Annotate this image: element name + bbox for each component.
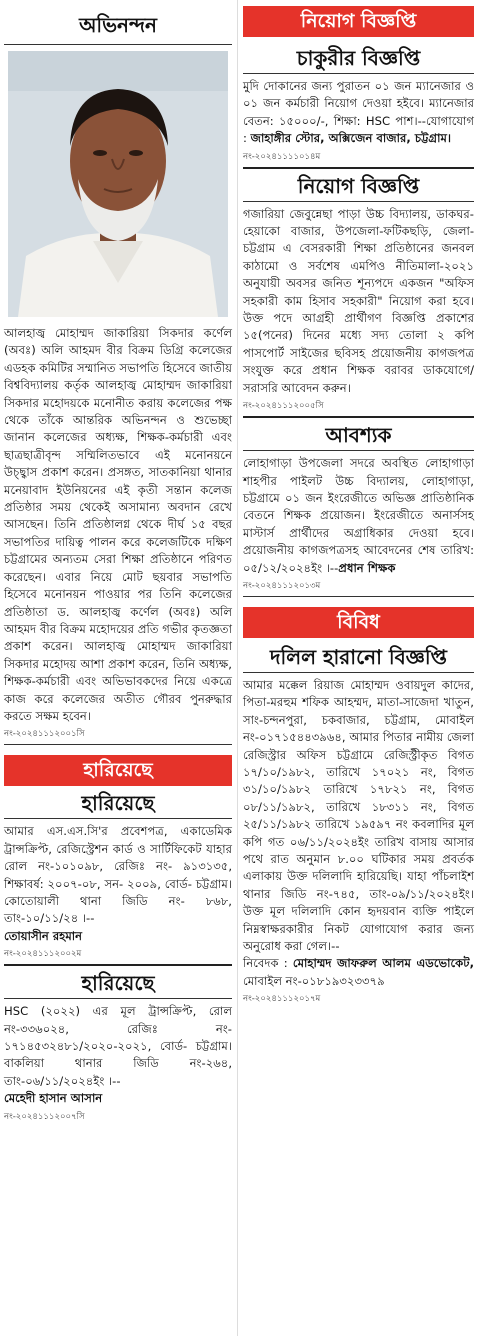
lost1-ref: নং-২০২৪১১১২০০২ম: [4, 949, 82, 960]
lost1-signer: তোয়াসীন রহমান: [4, 928, 83, 943]
lost1-title: হারিয়েছে: [81, 791, 155, 816]
portrait-image: [8, 51, 228, 317]
right-column: [243, 0, 474, 1007]
job2-ref: নং-২০২৪১১১২০০৫সি: [243, 401, 324, 412]
lost2-body: HSC (২০২২) এর মূল ট্রান্সক্রিপ্ট, রোল নং-৩৩৬০২৪, রেজিঃ নং- ১৭১৪৫৩২৪৮১/২০২০-২০২১, বোর্ড- চট্টগ্রাম। বাকলিয়া থানার জিডি নং-২৬৪, তাং-০৬/১১/২০২৪ইং ।--: [4, 1004, 232, 1088]
job2-title: নিয়োগ বিজ্ঞপ্তি: [297, 173, 420, 198]
job1-title: চাকুরীর বিজ্ঞপ্তি: [296, 46, 421, 70]
job3-signer: প্রধান শিক্ষক: [338, 560, 396, 575]
misc1-applicant-label: নিবেদক :: [243, 956, 288, 971]
misc1-applicant: মোহাম্মদ জাফরুল আলম এডভোকেট,: [292, 956, 474, 971]
congrats-title: অভিনন্দন: [79, 13, 157, 37]
misc1-applicant-line: [243, 955, 474, 990]
lost2-signer: মেহেদী হাসান আসান: [4, 1091, 103, 1106]
job3-body-text: লোহাগাড়া উপজেলা সদরে অবস্থিত লোহাগাড়া শাহপীর পাইলট উচ্চ বিদ্যালয়, লোহাগাড়া, চট্টগ্রামে ০১ জন ইংরেজীতে অভিজ্ঞ প্রাতিষ্ঠানিক বেতনে শিক্ষক প্রয়োজন। ইংরেজীতে অনার্সসহ মাস্টার্স প্রার্থীদের অগ্রাধিকার দেওয়া হবে। প্রয়োজনীয় কাগজপত্রসহ আবেদনের শেষ তারিখ: ০৫/১২/২০২৪ইং ।--: [243, 456, 474, 575]
misc1-title: দলিল হারানো বিজ্ঞপ্তি: [270, 644, 447, 669]
congrats-ref: নং-২০২৪১১১২০০১সি: [4, 729, 85, 740]
job1-body: [243, 78, 474, 148]
misc-banner: বিবিধ: [243, 607, 474, 638]
lost2-title: হারিয়েছে: [81, 971, 155, 996]
misc1-mobile: মোবাইল নং-০১৮১৯৩২৩৩৭৯: [243, 973, 385, 988]
job2-body: গজারিয়া জেবুন্নেছা পাড়া উচ্চ বিদ্যালয়, ডাকঘর-হেয়াকো বাজার, উপজেলা-ফটিকছড়ি, জেলা-চট্টগ্রাম এ বেসরকারী শিক্ষা প্রতিষ্ঠানের জনবল কাঠামো ও সর্বশেষ এমপিও নীতিমালা-২০২১ অনুযায়ী অবসর জনিত শূন্যপদে একজন "অফিস সহকারী কাম হিসাব সহকারী" নিয়োগ করা হবে। উক্ত পদে আগ্রহী প্রার্থীগণ বিজ্ঞপ্তি প্রকাশের ১৫(পনের) দিনের মধ্যে সদ্য তোলা ২ কপি পাসপোর্ট সাইজের ছবিসহ প্রয়োজনীয় কাগজপত্র সংযুক্ত করে প্রধান শিক্ষক বরাবর ডাকযোগে/সরাসরি আবেদন করুন।: [243, 206, 474, 395]
congrats-body: আলহাজ্ব মোহাম্মদ জাকারিয়া সিকদার কর্ণেল (অবঃ) অলি আহমদ বীর বিক্রম ডিগ্রি কলেজের এডহক কমিটির সম্মানিত সভাপতি হিসেবে জাতীয় বিশ্ববিদ্যালয় কর্তৃক আলহাজ্ব মোহাম্মদ জাকারিয়া সিকদার মহোদয়কে মনোনীত করায় কলেজের পক্ষ থেকে তাঁকে আন্তরিক অভিনন্দন ও শুভেচ্ছা জানান কলেজের অধ্যক্ষ, শিক্ষক-কর্মচারী এবং ছাত্রছাত্রীবৃন্দ সম্মিলিতভাবে এই মনোনয়নে উচ্ছ্বাস প্রকাশ করেন। প্রসঙ্গত, সাতকানিয়া থানার মনেয়াবাদ ইউনিয়নের এই কৃতী সন্তান কলেজ প্রতিষ্ঠার সময় থেকেই অসামান্য অবদান রেখে আসছেন। তিনি প্রতিষ্ঠালগ্ন থেকে দীর্ঘ ১৫ বছর সভাপতির দায়িত্ব পালন করে কলেজটিকে দক্ষিণ চট্টগ্রামের অন্যতম সেরা শিক্ষা প্রতিষ্ঠানে পরিণত করেছেন। এবার নিয়ে মোট ছয়বার সভাপতি হিসেবে মনোনয়ন পাওয়ার পর তিনি কলেজের প্রতিষ্ঠাতা ড. আলহাজ্ব কর্ণেল (অবঃ) অলি আহমদ বীর বিক্রম মহোদয়ের প্রতি গভীর কৃতজ্ঞতা প্রকাশ করেন। আলহাজ্ব মোহাম্মদ জাকারিয়া সিকদার মহোদয় আশা প্রকাশ করেন, তিনি অধ্যক্ষ, শিক্ষক-কর্মচারী এবং অভিভাবকদের নিয়ে একত্রে কাজ করে কলেজের অতীত গৌরব পুনরুদ্ধার করতে সক্ষম হবেন।: [4, 326, 232, 723]
column-divider: [237, 0, 238, 1336]
job3-title: আবশ্যক: [325, 423, 392, 448]
misc1-body: আমার মক্কেল রিয়াজ মোহাম্মদ ওবায়দুল কাদের, পিতা-মরহুম শফিক আহম্মদ, মাতা-সাজেদা খাতুন, সাং-চন্দনপুরা, চকবাজার, চট্টগ্রাম, মোবাইল নং-০১৭১৫৪৪৩৯৬৪, আমার পিতার নামীয় জেলা রেজিস্ট্রার অফিস চট্টগ্রামে রেজিস্ট্রীকৃত বিগত ১৭/১০/১৯৮২, তারিখে ১৭০২১ নং, বিগত ৩১/১০/১৯৮২ তারিখে ১৭৮২১ নং, বিগত ০৮/১১/১৯৮২, তারিখে ১৮৩১১ নং, বিগত ২৫/১১/১৯৮২ তারিখে ১৯৫৯৭ নং কবলাদির মূল কপি গত ০৬/১১/২০২৪ইং তারিখ বাসায় আসার পথে রাত অনুমান ৮.০০ ঘটিকার সময় প্রবর্তক এলাকায় উক্ত দলিলাদি হারিয়েছি। যাহা পাঁচলাইশ থানার জিডি নং-৭৪৫, তাং-০৯/১১/২০২৪ইং। উক্ত মূল দলিলাদি কোন হৃদয়বান ব্যক্তি পাইলে নিম্নস্বাক্ষরকারীর নিকট যোগাযোগ করার জন্য অনুরোধ করা গেল।--: [243, 677, 474, 954]
lost2-ref: নং-২০২৪১১১২০০৭সি: [4, 1111, 85, 1122]
lost1-body: আমার এস.এস.সি'র প্রবেশপত্র, একাডেমিক ট্রান্সক্রিপ্ট, রেজিস্ট্রেশন কার্ড ও সার্টিফিকেট যাহার রোল নং-১০১০৯৮, রেজিঃ নং- ৯১৩১৩৫, শিক্ষাবর্ষ: ২০০৭-০৮, সন- ২০০৯, বোর্ড- চট্টগ্রাম। কোতোয়ালী থানা জিডি নং- ৮৬৮, তাং-১০/১১/২৪ ।--: [4, 824, 232, 926]
portrait-photo: [8, 51, 228, 317]
left-column: [4, 0, 232, 1125]
job-banner: নিয়োগ বিজ্ঞপ্তি: [243, 6, 474, 37]
job1-contact: জাহাঙ্গীর স্টোর, অক্সিজেন বাজার, চট্টগ্রাম।: [250, 131, 452, 146]
job1-ref: নং-২০২৪১১১১০১৪ম: [243, 151, 321, 162]
misc1-ref: নং-২০২৪১১১২০১৭ম: [243, 994, 321, 1005]
lost-banner: হারিয়েছে: [4, 755, 232, 786]
job3-ref: নং-২০২৪১১১২০১৩ম: [243, 580, 321, 591]
job3-body: [243, 455, 474, 577]
job1-body-text: মুদি দোকানের জন্য পুরাতন ০১ জন ম্যানেজার ও ০১ জন কর্মচারী নিয়োগ দেওয়া হইবে। ম্যানেজার বেতন: ১৫০০০/-, শিক্ষা: HSC পাশ।--যোগাযোগ :: [243, 79, 474, 146]
